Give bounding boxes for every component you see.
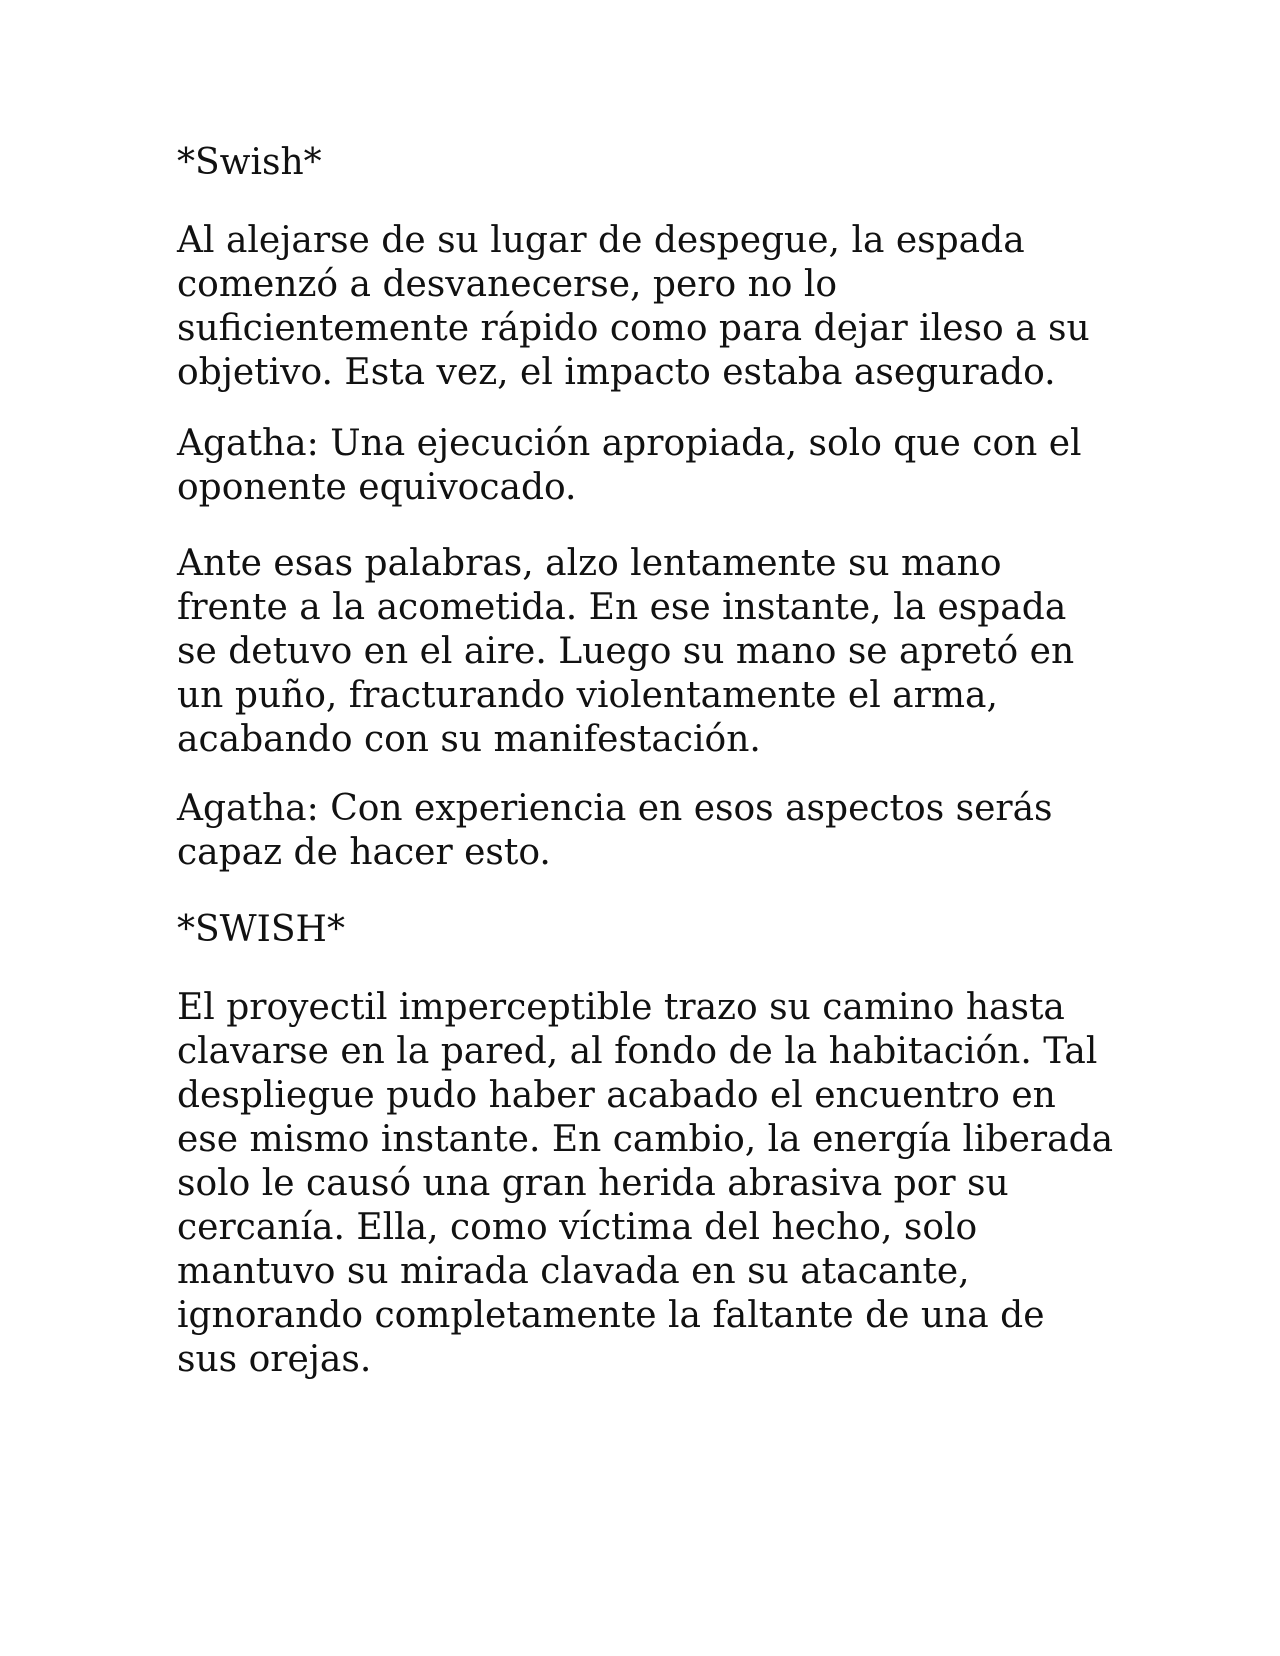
paragraph-line: solo le causó una gran herida abrasiva por su [177, 1163, 1009, 1204]
paragraph-line: despliegue pudo haber acabado el encuentro en [177, 1075, 1056, 1116]
narration-paragraph-3 [177, 986, 1117, 1382]
paragraph-line: *SWISH* [177, 909, 345, 950]
paragraph-line: cercanía. Ella, como víctima del hecho, solo [177, 1207, 978, 1248]
dialogue-agatha-1 [177, 422, 1117, 510]
paragraph-line: un puño, fracturando violentamente el arma, [177, 675, 998, 716]
paragraph-line: suficientemente rápido como para dejar ileso a su [177, 308, 1090, 349]
sound-effect-swish-upper [177, 908, 1117, 952]
paragraph-line: se detuvo en el aire. Luego su mano se apretó en [177, 631, 1075, 672]
narration-paragraph-2 [177, 542, 1117, 762]
paragraph-line: clavarse en la pared, al fondo de la habitación. Tal [177, 1031, 1098, 1072]
sound-effect-swish [177, 141, 1117, 185]
paragraph-line: sus orejas. [177, 1339, 372, 1380]
paragraph-line: ignorando completamente la faltante de una de [177, 1295, 1045, 1336]
paragraph-line: *Swish* [177, 142, 322, 183]
paragraph-line: Agatha: Una ejecución apropiada, solo que con el [177, 423, 1082, 464]
paragraph-line: objetivo. Esta vez, el impacto estaba asegurado. [177, 352, 1056, 393]
paragraph-line: mantuvo su mirada clavada en su atacante, [177, 1251, 970, 1292]
paragraph-line: Agatha: Con experiencia en esos aspectos serás [177, 788, 1053, 829]
paragraph-line: Ante esas palabras, alzo lentamente su mano [177, 543, 1002, 584]
paragraph-line: frente a la acometida. En ese instante, la espada [177, 587, 1067, 628]
paragraph-line: comenzó a desvanecerse, pero no lo [177, 264, 838, 305]
paragraph-line: oponente equivocado. [177, 467, 577, 508]
paragraph-line: capaz de hacer esto. [177, 832, 551, 873]
paragraph-line: acabando con su manifestación. [177, 719, 761, 760]
paragraph-line: Al alejarse de su lugar de despegue, la espada [177, 220, 1025, 261]
dialogue-agatha-2 [177, 787, 1117, 875]
paragraph-line: ese mismo instante. En cambio, la energía liberada [177, 1119, 1114, 1160]
paragraph-line: El proyectil imperceptible trazo su camino hasta [177, 987, 1065, 1028]
narration-paragraph-1 [177, 219, 1117, 395]
